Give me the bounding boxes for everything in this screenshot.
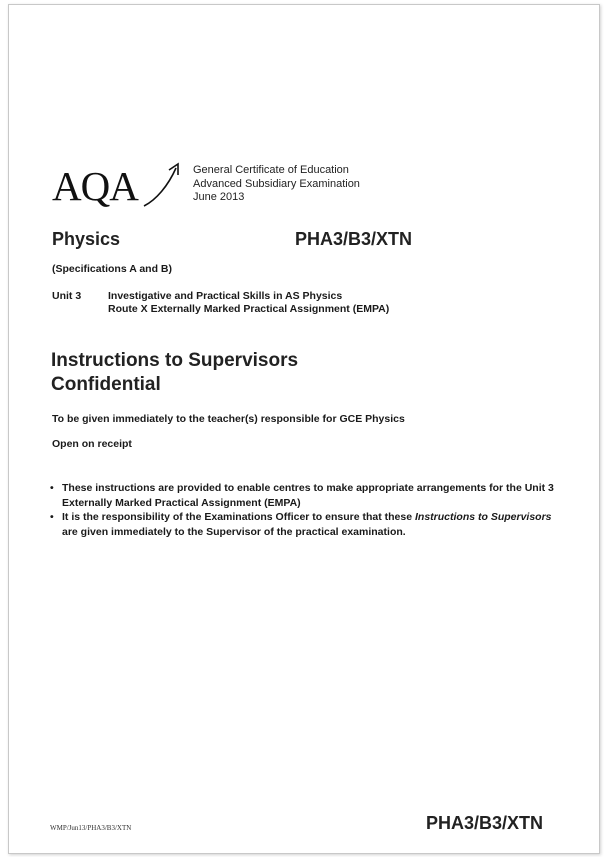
swoosh-stroke (144, 168, 176, 206)
specifications: (Specifications A and B) (52, 263, 172, 275)
bullet-text-start: It is the responsibility of the Examinations Officer to ensure that these (62, 511, 415, 523)
unit-label: Unit 3 (52, 290, 82, 302)
footer-reference: WMP/Jun13/PHA3/B3/XTN (50, 824, 132, 832)
aqa-logo (52, 160, 184, 212)
bullet-text-italic: Instructions to Supervisors (415, 511, 552, 523)
list-item (50, 510, 560, 539)
bullet-text: These instructions are provided to enable centres to make appropriate arrangements for the Unit 3 Externally Marked Practical Assignment (EMPA) (62, 482, 554, 509)
bullet-icon: • (50, 482, 54, 494)
instructions-list (50, 481, 560, 539)
open-on-receipt-notice: Open on receipt (52, 438, 132, 450)
document-title (51, 349, 298, 397)
bullet-text-end: are given immediately to the Supervisor of the practical examination. (62, 525, 406, 538)
title-line-2: Confidential (51, 374, 161, 395)
qualification-header (193, 164, 360, 205)
logo-text: AQA (52, 163, 138, 209)
qualification-line: General Certificate of Education (193, 164, 349, 176)
given-to-notice: To be given immediately to the teacher(s) responsible for GCE Physics (52, 413, 405, 425)
bullet-icon: • (50, 511, 54, 523)
document-page (8, 4, 600, 854)
list-item (50, 481, 560, 510)
paper-code: PHA3/B3/XTN (295, 229, 413, 249)
footer-paper-code: PHA3/B3/XTN (426, 813, 544, 833)
session-line: June 2013 (193, 191, 245, 203)
examination-line: Advanced Subsidiary Examination (193, 177, 360, 190)
unit-route: Route X Externally Marked Practical Assignment (EMPA) (108, 303, 390, 315)
aqa-logo-swoosh-icon (52, 160, 184, 212)
unit-title: Investigative and Practical Skills in AS Physics (108, 290, 343, 302)
unit-description (108, 290, 389, 316)
subject-title: Physics (52, 229, 121, 249)
title-line-1: Instructions to Supervisors (51, 350, 299, 371)
